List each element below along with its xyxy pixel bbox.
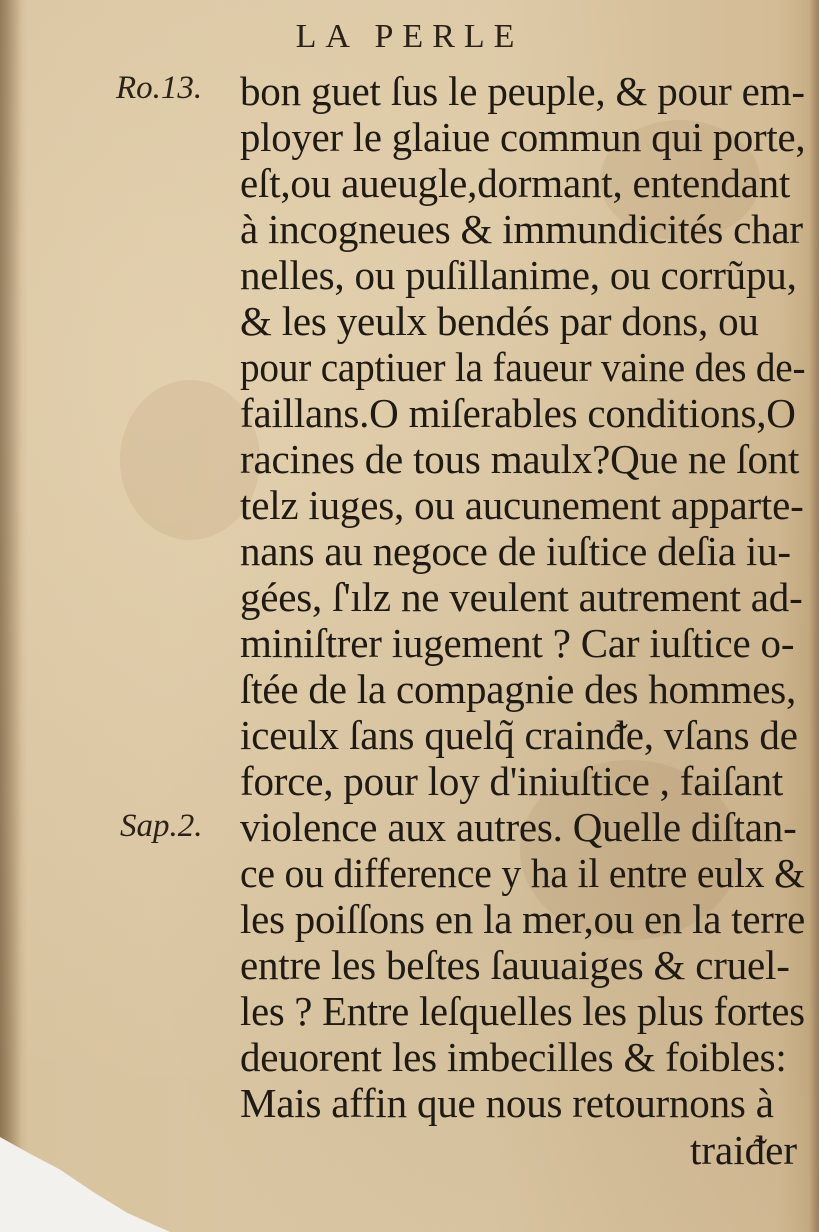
text-line: violence aux autres. Quelle diſtan- bbox=[240, 804, 797, 850]
text-line: gées, ſ'ılz ne veulent autrement ad- bbox=[240, 574, 803, 620]
text-line: deuorent les imbecilles & foibles: bbox=[240, 1034, 787, 1080]
text-line: les ? Entre leſquelles les plus fortes bbox=[240, 988, 805, 1034]
text-line: faillans.O miſerables conditions,O bbox=[240, 390, 796, 436]
text-line: eſt,ou aueugle,dormant, entendant bbox=[240, 160, 791, 206]
text-line: pour captiuer la faueur vaine des de- bbox=[240, 344, 806, 390]
text-line: bon guet ſus le peuple, & pour em- bbox=[240, 68, 805, 114]
text-line: telz iuges, ou aucunement apparte- bbox=[240, 482, 804, 528]
binding-gutter bbox=[0, 0, 22, 1232]
page-edge-shadow bbox=[809, 0, 819, 1232]
torn-page-corner bbox=[0, 1137, 170, 1232]
paper-stain bbox=[120, 380, 260, 540]
margin-note-romans: Ro.13. bbox=[116, 70, 203, 106]
text-line: entre les beſtes ſauuaiges & cruel- bbox=[240, 942, 790, 988]
text-line: miniſtrer iugement ? Car iuſtice o- bbox=[240, 620, 795, 666]
text-line: racines de tous maulx?Que ne ſont bbox=[240, 436, 800, 482]
text-line: ſtée de la compagnie des hommes, bbox=[240, 666, 797, 712]
text-line: & les yeulx bendés par dons, ou bbox=[240, 298, 759, 344]
text-line: Mais affin que nous retournons à bbox=[240, 1080, 774, 1126]
text-line: iceulx ſans quelq̃ crainᵭe, vſans de bbox=[240, 712, 798, 758]
text-line: les poiſſons en la mer,ou en la terre bbox=[240, 896, 806, 942]
text-line: à incogneues & immundicités char bbox=[240, 206, 803, 252]
margin-note-sapience: Sap.2. bbox=[120, 808, 203, 844]
running-header: LA PERLE bbox=[295, 18, 524, 55]
text-line: nelles, ou puſillanime, ou corrũpu, bbox=[240, 252, 797, 298]
catchword: traiᵭer bbox=[690, 1127, 797, 1173]
text-line: ce ou difference y ha il entre eulx & bbox=[240, 850, 805, 896]
text-line: nans au negoce de iuſtice deſia iu- bbox=[240, 528, 791, 574]
text-line: ployer le glaiue commun qui porte, bbox=[240, 114, 806, 160]
text-line: force, pour loy d'iniuſtice , faiſant bbox=[240, 758, 784, 804]
